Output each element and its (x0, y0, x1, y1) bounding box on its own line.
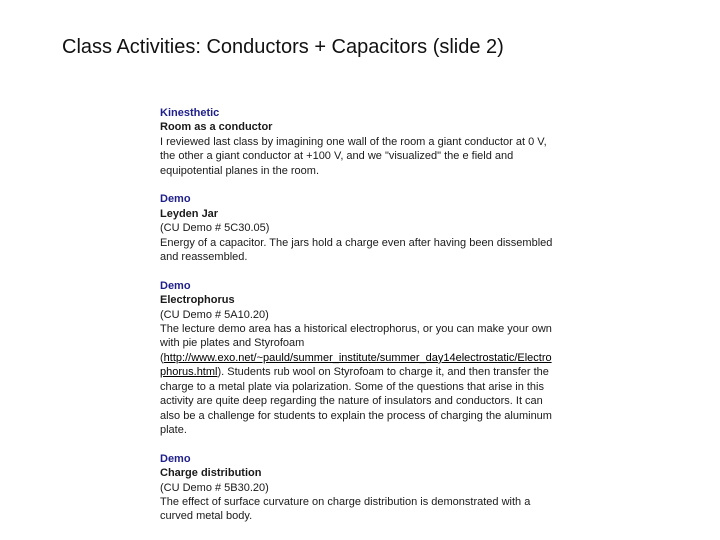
description-line: charge to a metal plate via polarization. Some of the questions that arise in this (160, 380, 544, 393)
description-line: I reviewed last class by imagining one wall of the room a giant conductor at 0 V, (160, 135, 547, 148)
section-name: Leyden Jar (160, 207, 219, 220)
description-text: ). Students rub wool on Styrofoam to charge it, and then transfer the (217, 366, 549, 379)
section-name: Charge distribution (160, 467, 262, 480)
description-line: activity are quite deep regarding the nature of insulators and conductors. It can (160, 395, 543, 408)
description-line: Energy of a capacitor. The jars hold a charge even after having been dissembled (160, 236, 553, 249)
demo-reference: (CU Demo # 5B30.20) (160, 481, 269, 494)
description-line: The effect of surface curvature on charge distribution is demonstrated with a (160, 495, 531, 508)
section-electrophorus (160, 279, 600, 437)
description-line: equipotential planes in the room. (160, 164, 319, 177)
section-category: Demo (160, 452, 191, 465)
description-line: The lecture demo area has a historical electrophorus, or you can make your own (160, 323, 552, 336)
description-line: plate. (160, 423, 187, 436)
description-line: and reassembled. (160, 251, 248, 264)
section-category: Demo (160, 279, 191, 292)
section-name: Room as a conductor (160, 121, 273, 134)
section-room-as-conductor (160, 106, 600, 178)
slide-title: Class Activities: Conductors + Capacitors (slide 2) (62, 36, 504, 58)
electrophorus-link[interactable]: http://www.exo.net/~pauld/summer_institute/summer_day14electrostatic/Electro (163, 351, 552, 364)
demo-reference: (CU Demo # 5A10.20) (160, 308, 269, 321)
description-line: with pie plates and Styrofoam (160, 337, 305, 350)
description-line: also be a challenge for students to explain the process of charging the aluminum (160, 409, 552, 422)
description-line: the other a giant conductor at +100 V, and we "visualized" the e field and (160, 150, 514, 163)
activities-content (160, 106, 600, 524)
description-line (160, 365, 600, 379)
section-category: Demo (160, 193, 191, 206)
description-line: curved metal body. (160, 510, 253, 523)
electrophorus-link-continued[interactable]: phorus.html (160, 366, 218, 379)
paren-open: ( (160, 351, 164, 364)
section-leyden-jar (160, 192, 600, 264)
description-line (160, 351, 600, 365)
section-category: Kinesthetic (160, 107, 220, 119)
section-name: Electrophorus (160, 294, 235, 307)
demo-reference: (CU Demo # 5C30.05) (160, 222, 270, 235)
section-charge-distribution (160, 452, 600, 524)
